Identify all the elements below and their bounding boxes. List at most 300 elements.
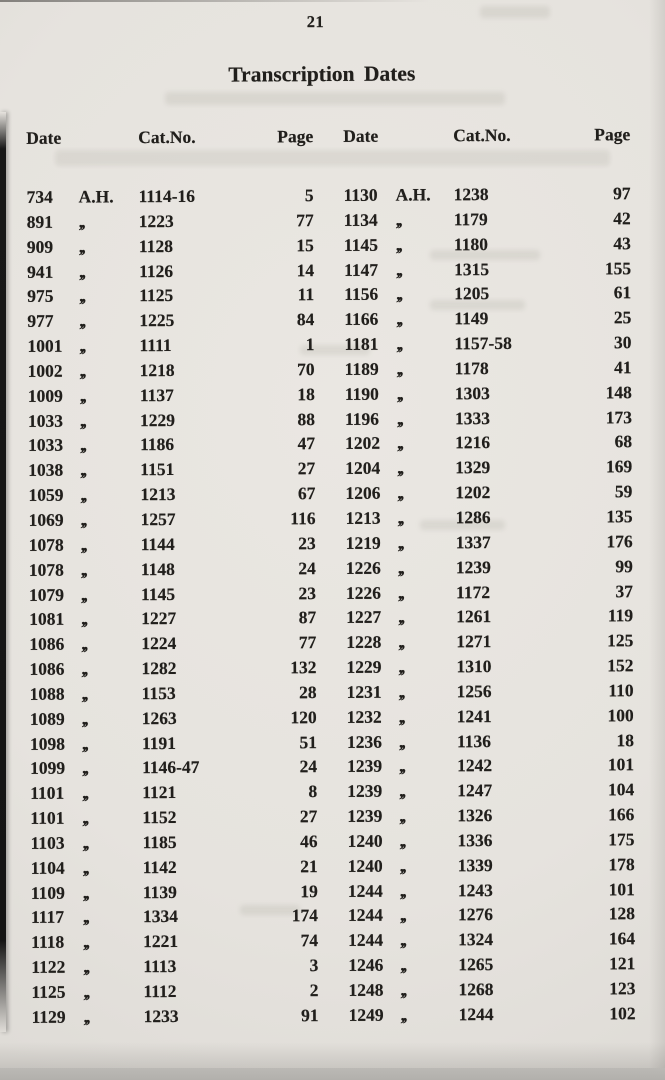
- date-cell-right: [345, 505, 455, 531]
- page-cell-left: 23: [298, 532, 316, 554]
- page-cell-right: 101: [608, 878, 635, 899]
- catno-cell-left: 1257: [140, 508, 176, 530]
- date-year: 1086: [29, 658, 65, 679]
- scan-edge-top: [0, 0, 430, 2]
- date-year: 1202: [345, 433, 381, 454]
- date-cell-left: [31, 929, 143, 955]
- date-cell-left: [27, 259, 139, 285]
- catno-cell-right: 1239: [455, 556, 491, 577]
- date-year: 891: [26, 211, 54, 232]
- page-cell-right: 101: [607, 754, 635, 775]
- date-cell-right: [347, 729, 457, 755]
- ditto-mark: ,,: [399, 830, 405, 851]
- ditto-mark: ,,: [395, 259, 401, 280]
- page-cell-right: 97: [613, 183, 631, 204]
- page-cell-right: 121: [608, 953, 636, 974]
- date-year: 1226: [345, 557, 381, 578]
- date-cell-right: [345, 431, 455, 457]
- page-cell-right: 68: [614, 431, 633, 452]
- page-cell-right: 102: [609, 1003, 636, 1024]
- date-cell-left: [27, 184, 139, 210]
- date-cell-left: [27, 308, 139, 334]
- page-cell-left: 27: [297, 458, 316, 479]
- transcription-dates-table: [26, 121, 636, 1029]
- date-year: 1079: [28, 584, 65, 605]
- ditto-mark: ,,: [397, 433, 402, 454]
- ditto-mark: ,,: [79, 285, 85, 306]
- date-cell-left: [30, 830, 142, 856]
- date-year: 1196: [344, 408, 380, 429]
- ditto-mark: ,,: [398, 631, 404, 652]
- ditto-mark: ,,: [398, 656, 404, 677]
- table-row: [29, 653, 633, 682]
- catno-cell-right: 1243: [457, 879, 493, 900]
- table-row: [27, 281, 631, 310]
- date-year: 1088: [29, 683, 65, 704]
- ditto-mark: ,,: [81, 633, 87, 654]
- page-cell-right: 37: [615, 580, 634, 601]
- page-cell-left: 51: [299, 731, 317, 752]
- date-cell-right: [346, 580, 456, 606]
- header-page-right: Page: [594, 124, 631, 145]
- page-cell-left: 47: [297, 433, 316, 454]
- date-cell-left: [29, 656, 141, 682]
- date-cell-right: [348, 853, 458, 879]
- date-cell-left: [31, 954, 143, 980]
- date-year: 1129: [31, 1006, 66, 1027]
- date-year: 1002: [27, 360, 63, 381]
- ditto-mark: ,,: [80, 584, 86, 605]
- ditto-mark: ,,: [395, 234, 401, 255]
- catno-cell-left: 1137: [139, 384, 174, 405]
- ditto-mark: ,,: [80, 484, 86, 505]
- ditto-mark: ,,: [81, 733, 87, 754]
- date-year: 1181: [344, 333, 379, 354]
- date-cell-right: [349, 1002, 459, 1028]
- date-cell-left: [28, 433, 140, 459]
- date-year: 1190: [344, 383, 379, 404]
- header-page-left: Page: [277, 126, 314, 147]
- date-year: 1078: [28, 559, 64, 580]
- page-cell-right: 173: [605, 406, 633, 427]
- page-cell-left: 27: [299, 806, 318, 827]
- date-year: 1099: [30, 758, 66, 779]
- catno-cell-left: 1282: [141, 657, 177, 679]
- ditto-mark: ,,: [79, 410, 85, 431]
- ditto-mark: ,,: [82, 832, 88, 853]
- date-cell-left: [31, 979, 143, 1005]
- date-cell-left: [31, 905, 143, 931]
- table-row: [31, 951, 635, 980]
- catno-cell-left: 1144: [140, 533, 175, 554]
- catno-cell-left: 1112: [143, 980, 177, 1002]
- catno-cell-left: 1151: [140, 459, 175, 480]
- catno-cell-right: 1157-58: [454, 332, 512, 354]
- date-year: 1227: [346, 607, 382, 628]
- table-row: [27, 231, 631, 260]
- catno-cell-left: 1233: [143, 1005, 179, 1027]
- catno-cell-left: 1225: [139, 310, 175, 331]
- date-year: 1236: [346, 731, 382, 752]
- date-year: 909: [26, 236, 54, 257]
- date-year: 1038: [28, 459, 64, 481]
- catno-cell-left: 1224: [141, 633, 177, 654]
- page-cell-left: 23: [298, 582, 317, 603]
- date-cell-left: [28, 507, 140, 533]
- date-year: 1240: [347, 830, 383, 851]
- catno-cell-right: 1180: [453, 233, 488, 254]
- date-year: 1118: [31, 931, 65, 953]
- date-year: 1109: [30, 882, 65, 903]
- catno-cell-left: 1218: [139, 359, 175, 381]
- catno-cell-left: 1128: [138, 235, 173, 256]
- table-row: [29, 529, 633, 558]
- date-cell-right: [348, 977, 458, 1003]
- date-year: 1228: [346, 631, 382, 653]
- ditto-mark: ,,: [83, 956, 89, 977]
- table-row: [30, 777, 634, 806]
- catno-cell-left: 1139: [142, 881, 177, 902]
- date-year: 1122: [31, 956, 66, 978]
- date-year: 941: [26, 261, 54, 282]
- page-cell-left: 3: [309, 955, 319, 976]
- ditto-mark: ,,: [82, 782, 88, 803]
- date-cell-left: [28, 457, 140, 483]
- catno-cell-right: 1337: [455, 531, 491, 553]
- date-year: 977: [27, 310, 54, 332]
- date-cell-left: [32, 1004, 144, 1030]
- date-year: 1166: [344, 308, 379, 330]
- catno-cell-right: 1336: [457, 829, 493, 851]
- catno-cell-left: 1111: [139, 335, 172, 356]
- page-cell-left: 91: [301, 1004, 319, 1026]
- catno-cell-left: 1114-16: [138, 185, 196, 207]
- catno-cell-left: 1126: [138, 260, 174, 281]
- page-cell-right: 18: [616, 729, 634, 750]
- catno-cell-right: 1136: [456, 730, 492, 751]
- table-row: [31, 926, 635, 955]
- page-cell-right: 125: [606, 630, 634, 651]
- table-row: [28, 380, 632, 409]
- date-year: 1246: [348, 954, 384, 976]
- table-row: [30, 728, 634, 757]
- date-cell-right: [345, 356, 455, 382]
- date-cell-left: [30, 780, 142, 806]
- date-year: 1229: [346, 656, 382, 677]
- ditto-mark: ,,: [83, 931, 88, 952]
- catno-cell-right: 1315: [453, 258, 490, 279]
- ditto-mark: ,,: [78, 261, 84, 282]
- catno-cell-left: 1146-47: [142, 757, 200, 778]
- ditto-mark: ,,: [399, 880, 405, 901]
- page-cell-left: 84: [296, 309, 315, 330]
- date-cell-right: [347, 679, 457, 705]
- catno-cell-right: 1149: [454, 308, 489, 329]
- scan-edge-bottom: [0, 1068, 665, 1080]
- date-cell-left: [27, 333, 139, 359]
- page-cell-left: 28: [299, 681, 317, 703]
- date-year: 734: [26, 186, 53, 207]
- era-label: A.H.: [78, 186, 114, 207]
- date-year: 1103: [30, 832, 65, 853]
- page-cell-left: 24: [299, 756, 318, 777]
- date-year: 1117: [30, 907, 65, 928]
- page-cell-left: 77: [296, 209, 314, 231]
- catno-cell-right: 1268: [458, 979, 494, 1000]
- page-cell-right: 25: [613, 307, 632, 328]
- page-cell-right: 169: [605, 456, 633, 477]
- ditto-mark: ,,: [79, 385, 85, 406]
- page-cell-right: 152: [607, 655, 634, 676]
- date-year: 1145: [343, 234, 378, 255]
- catno-cell-right: 1265: [458, 954, 494, 975]
- date-cell-left: [28, 408, 140, 434]
- catno-cell-left: 1334: [142, 906, 179, 927]
- ditto-mark: ,,: [396, 383, 402, 404]
- page-cell-left: 67: [297, 483, 316, 504]
- catno-cell-left: 1229: [139, 409, 176, 430]
- ditto-mark: ,,: [82, 807, 88, 828]
- date-cell-left: [31, 855, 143, 881]
- date-cell-left: [27, 209, 139, 235]
- ditto-mark: ,,: [399, 905, 405, 926]
- table-row: [29, 628, 633, 657]
- date-year: 1069: [28, 509, 64, 530]
- date-year: 1240: [347, 855, 383, 876]
- catno-cell-left: 1121: [142, 782, 177, 803]
- ditto-mark: ,,: [78, 211, 84, 232]
- ditto-mark: ,,: [397, 532, 403, 553]
- date-cell-left: [29, 582, 141, 608]
- date-year: 1206: [345, 482, 381, 504]
- table-row: [31, 877, 635, 906]
- date-year: 1009: [27, 385, 63, 406]
- catno-cell-left: 1186: [140, 434, 175, 455]
- table-row: [31, 852, 635, 881]
- ditto-mark: ,,: [82, 906, 88, 928]
- catno-cell-right: 1329: [455, 457, 491, 478]
- date-cell-right: [347, 828, 457, 854]
- page-cell-left: 74: [300, 930, 319, 951]
- date-cell-right: [348, 928, 458, 954]
- date-year: 1104: [30, 857, 65, 878]
- date-year: 1239: [347, 780, 383, 802]
- catno-cell-left: 1213: [140, 484, 176, 505]
- ditto-mark: ,,: [79, 360, 85, 381]
- date-cell-left: [28, 358, 140, 384]
- ditto-mark: ,,: [80, 509, 86, 530]
- catno-cell-right: 1178: [454, 357, 489, 379]
- catno-cell-left: 1113: [143, 956, 177, 977]
- page-cell-right: 43: [613, 232, 631, 253]
- date-cell-left: [27, 234, 139, 260]
- table-row: [27, 181, 631, 210]
- date-cell-right: [344, 232, 454, 258]
- page-cell-right: 99: [615, 555, 633, 576]
- page-cell-right: 61: [613, 282, 632, 303]
- table-row: [27, 305, 631, 334]
- date-cell-left: [27, 284, 139, 310]
- date-year: 1081: [29, 608, 65, 630]
- table-row: [28, 454, 632, 483]
- catno-cell-left: 1145: [140, 583, 176, 604]
- date-year: 1244: [347, 905, 384, 926]
- date-cell-left: [30, 706, 142, 732]
- date-year: 1130: [343, 184, 378, 205]
- page-number: 21: [306, 12, 325, 32]
- catno-cell-right: 1256: [456, 680, 492, 702]
- page-cell-right: 155: [604, 257, 632, 278]
- table-row: [28, 405, 632, 434]
- date-year: 1086: [29, 633, 65, 655]
- date-year: 1213: [345, 507, 381, 528]
- date-cell-left: [30, 731, 142, 757]
- date-cell-right: [344, 282, 454, 308]
- table-row: [27, 330, 631, 359]
- ditto-mark: ,,: [400, 929, 405, 950]
- date-cell-left: [28, 383, 140, 409]
- table-row: [31, 976, 635, 1005]
- page-cell-right: 59: [614, 481, 633, 502]
- ditto-mark: ,,: [81, 658, 87, 679]
- catno-cell-right: 1333: [454, 407, 491, 428]
- page-cell-right: 30: [613, 332, 632, 353]
- catno-cell-left: 1125: [139, 285, 174, 306]
- ditto-mark: ,,: [397, 482, 403, 503]
- date-year: 1033: [28, 435, 64, 456]
- table-row: [30, 802, 634, 831]
- date-cell-right: [345, 456, 455, 482]
- date-cell-left: [29, 532, 141, 558]
- date-cell-left: [30, 756, 142, 782]
- date-cell-left: [30, 805, 142, 831]
- page-cell-left: 120: [290, 706, 317, 727]
- catno-cell-left: 1152: [142, 807, 177, 828]
- date-cell-left: [30, 681, 142, 707]
- catno-cell-left: 1263: [141, 707, 177, 728]
- page-cell-left: 24: [298, 557, 316, 578]
- page-cell-right: 41: [614, 357, 632, 378]
- ditto-mark: ,,: [396, 333, 402, 354]
- ditto-mark: ,,: [81, 683, 87, 704]
- catno-cell-right: 1179: [453, 208, 488, 230]
- ditto-mark: ,,: [400, 954, 406, 975]
- page-cell-right: 148: [605, 381, 632, 403]
- catno-cell-right: 1238: [453, 184, 489, 205]
- catno-cell-right: 1247: [457, 780, 493, 801]
- page-cell-left: 88: [297, 408, 316, 429]
- date-year: 1239: [347, 805, 383, 827]
- ditto-mark: ,,: [399, 805, 405, 826]
- date-year: 1098: [29, 733, 65, 754]
- ditto-mark: ,,: [399, 855, 405, 876]
- date-year: 1059: [28, 484, 64, 505]
- table-row: [30, 753, 634, 782]
- date-cell-right: [347, 803, 457, 829]
- date-year: 1248: [348, 979, 384, 1000]
- table-row: [28, 430, 632, 459]
- catno-cell-right: 1271: [456, 631, 492, 652]
- catno-cell-right: 1202: [455, 482, 491, 503]
- date-year: 1219: [345, 532, 381, 553]
- date-year: 1189: [344, 358, 379, 379]
- catno-cell-left: 1153: [141, 682, 176, 704]
- page-cell-left: 14: [296, 259, 315, 280]
- table-row: [27, 256, 631, 285]
- ditto-mark: ,,: [397, 507, 403, 528]
- page-cell-right: 128: [608, 903, 636, 924]
- header-date-left: Date: [26, 127, 62, 148]
- table-row: [29, 579, 633, 608]
- catno-cell-right: 1303: [454, 382, 490, 404]
- date-cell-left: [29, 607, 141, 633]
- date-cell-left: [31, 880, 143, 906]
- date-year: 1239: [347, 756, 383, 777]
- page-cell-left: 87: [298, 607, 317, 628]
- ditto-mark: ,,: [397, 557, 403, 578]
- page-cell-left: 8: [308, 781, 318, 802]
- ditto-mark: ,,: [82, 857, 88, 878]
- date-year: 975: [27, 286, 54, 307]
- ditto-mark: ,,: [400, 1004, 406, 1025]
- catno-cell-right: 1310: [456, 656, 492, 677]
- page-cell-left: 11: [297, 284, 315, 305]
- page-title: Transcription Dates: [228, 61, 416, 87]
- catno-cell-right: 1244: [458, 1003, 494, 1025]
- date-cell-right: [345, 381, 455, 407]
- table-row: [29, 554, 633, 583]
- scan-edge-left: [0, 112, 6, 1032]
- date-cell-right: [344, 257, 454, 283]
- table-row: [30, 827, 634, 856]
- date-year: 1226: [345, 582, 382, 603]
- catno-cell-right: 1172: [455, 581, 491, 602]
- page-cell-left: 19: [300, 880, 318, 901]
- date-cell-right: [347, 778, 457, 804]
- date-cell-right: [346, 654, 456, 680]
- page-cell-right: 123: [609, 978, 636, 999]
- catno-cell-left: 1185: [142, 831, 177, 853]
- scan-edge-right: [649, 0, 665, 1068]
- ditto-mark: ,,: [81, 708, 87, 729]
- catno-cell-right: 1241: [456, 705, 492, 726]
- page-cell-left: 1: [305, 334, 315, 355]
- date-cell-right: [346, 555, 456, 581]
- page-cell-left: 77: [298, 632, 317, 653]
- date-cell-right: [344, 182, 454, 208]
- date-year: 1249: [348, 1004, 384, 1025]
- header-date-right: Date: [343, 125, 379, 146]
- date-year: 1078: [28, 534, 64, 555]
- date-cell-right: [346, 629, 456, 655]
- ditto-mark: ,,: [398, 681, 404, 702]
- page-cell-right: 176: [606, 530, 633, 552]
- page-cell-left: 116: [290, 508, 316, 529]
- date-cell-right: [344, 306, 454, 332]
- date-cell-left: [29, 631, 141, 657]
- ditto-mark: ,,: [398, 706, 404, 727]
- date-cell-right: [348, 903, 458, 929]
- page-cell-left: 18: [297, 383, 315, 404]
- ditto-mark: ,,: [395, 209, 401, 230]
- ditto-mark: ,,: [82, 882, 88, 903]
- catno-cell-right: 1261: [456, 606, 492, 627]
- catno-cell-left: 1191: [141, 732, 177, 753]
- table-row: [29, 604, 633, 633]
- date-year: 1033: [27, 410, 64, 431]
- table-row: [30, 703, 634, 732]
- page-cell-right: 110: [608, 680, 634, 701]
